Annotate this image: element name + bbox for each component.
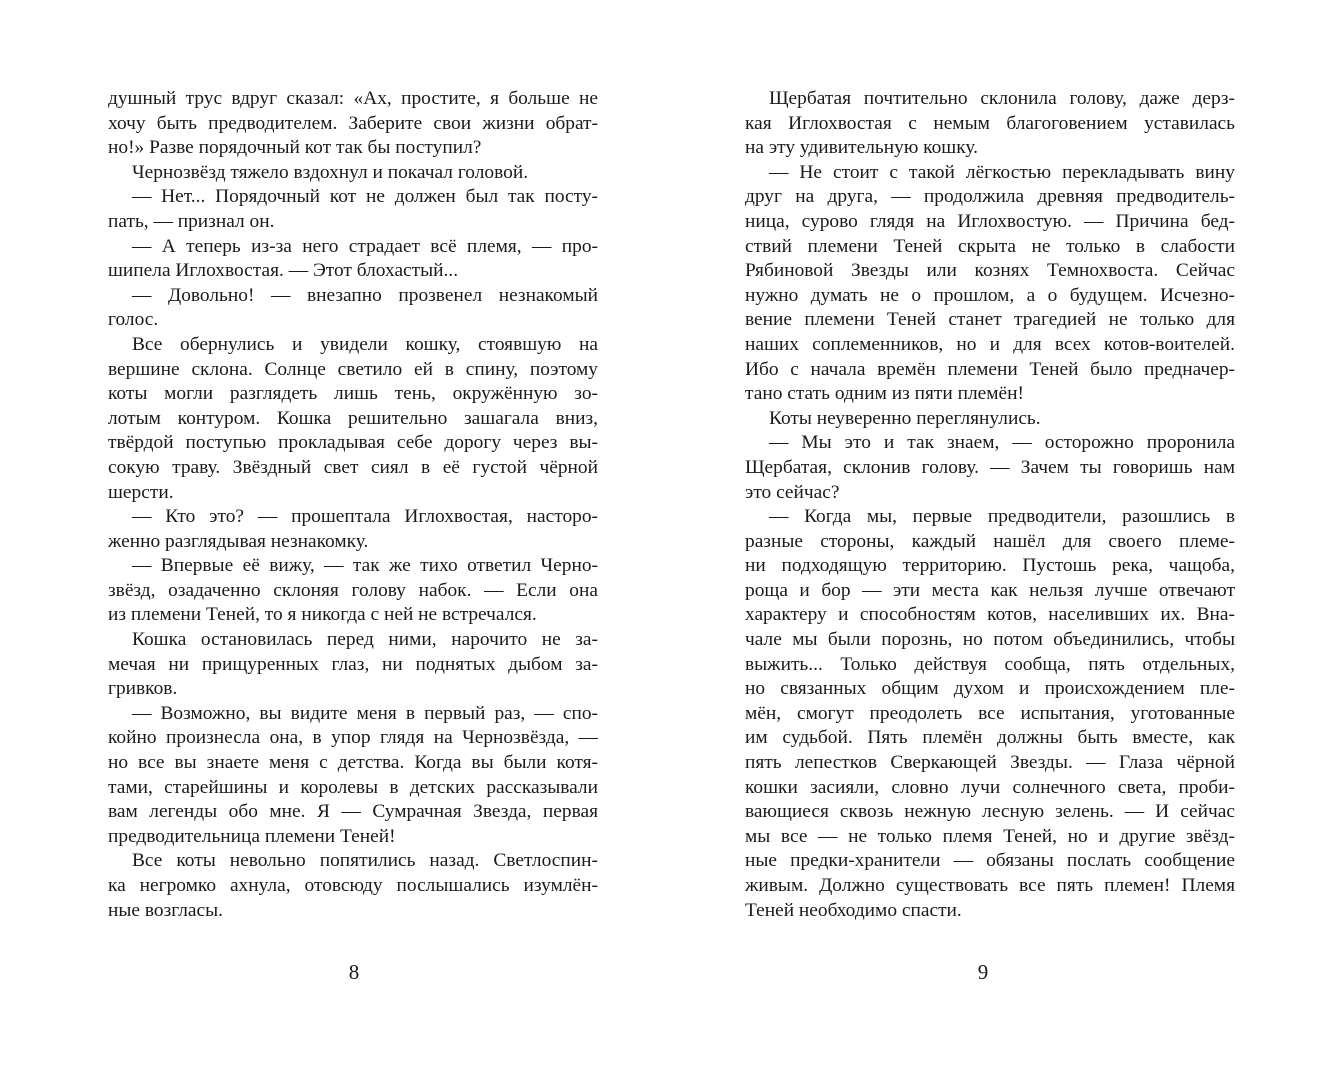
- text-line: Все обернулись и увидели кошку, стоявшую на: [132, 333, 598, 355]
- text-line: разные стороны, каждый нашёл для своего племе-: [745, 530, 1235, 552]
- text-line: Кошка остановилась перед ними, нарочито не за-: [132, 629, 598, 651]
- text-line: Ибо с начала времён племени Теней было предначер-: [745, 358, 1235, 380]
- text-line: шипела Иглохвостая. — Этот блохастый...: [108, 260, 459, 282]
- text-line: голос.: [108, 309, 159, 331]
- text-line: тано стать одним из пяти племён!: [745, 383, 1024, 405]
- text-line: Чернозвёзд тяжело вздохнул и покачал головой.: [132, 161, 529, 183]
- text-line: вение племени Теней станет трагедией не только для: [745, 309, 1235, 331]
- text-line: — Довольно! — внезапно прозвенел незнакомый: [132, 284, 598, 306]
- text-line: нужно думать не о прошлом, а о будущем. Исчезно-: [745, 284, 1235, 306]
- text-line: кошки засияли, словно лучи солнечного света, проби-: [745, 776, 1235, 798]
- text-line: ствий племени Теней скрыта не только в слабости: [745, 235, 1235, 257]
- text-line: Щербатая почтительно склонила голову, даже дерз-: [769, 88, 1235, 109]
- text-line: мечая ни прищуренных глаз, ни поднятых дыбом за-: [108, 653, 598, 675]
- text-line: роща и бор — эти места как нельзя лучше отвечают: [745, 579, 1235, 601]
- text-line: друг на друга, — продолжила древняя предводитель-: [745, 186, 1235, 208]
- text-line: вершине склона. Солнце светило ей в спину, поэтому: [108, 358, 598, 380]
- text-line: им судьбой. Пять племён должны быть вместе, как: [745, 727, 1235, 749]
- text-line: — Когда мы, первые предводители, разошлись в: [769, 506, 1235, 528]
- left-page-text: [108, 87, 598, 923]
- text-line: Коты неуверенно переглянулись.: [769, 407, 1041, 429]
- text-line: вам легенды обо мне. Я — Сумрачная Звезда, первая: [108, 801, 598, 823]
- right-page-text: [745, 87, 1235, 923]
- text-line: гривков.: [108, 678, 178, 700]
- text-line: твёрдой поступью прокладывая себе дорогу через вы-: [108, 432, 598, 454]
- text-line: койно произнесла она, в упор глядя на Чернозвёзда, —: [108, 727, 598, 749]
- text-line: предводительница племени Теней!: [108, 825, 396, 847]
- text-line: коты могли разглядеть лишь тень, окружённую зо-: [108, 383, 598, 405]
- text-line: — А теперь из-за него страдает всё племя, — про-: [132, 235, 598, 257]
- text-line: — Не стоит с такой лёгкостью перекладывать вину: [769, 161, 1235, 183]
- text-line: но!» Разве порядочный кот так бы поступил?: [108, 137, 482, 159]
- text-line: лотым контуром. Кошка решительно зашагала вниз,: [108, 407, 598, 429]
- right-page-number: 9: [977, 960, 989, 984]
- text-line: ные предки-хранители — обязаны послать сообщение: [745, 850, 1235, 872]
- text-line: ные возгласы.: [108, 899, 223, 921]
- text-line: характеру и способностям котов, населивших их. Вна-: [745, 604, 1235, 626]
- text-line: сокую траву. Звёздный свет сиял в её густой чёрной: [108, 456, 598, 478]
- text-line: кая Иглохвостая с немым благоговением уставилась: [745, 112, 1235, 134]
- text-line: мён, смогут преодолеть все испытания, уготованные: [745, 702, 1235, 724]
- text-line: шерсти.: [108, 481, 174, 503]
- text-line: хочу быть предводителем. Заберите свои жизни обрат-: [108, 112, 598, 134]
- text-line: — Впервые её вижу, — так же тихо ответил Черно-: [132, 555, 598, 577]
- text-line: Теней необходимо спасти.: [745, 899, 962, 921]
- text-line: это сейчас?: [745, 481, 840, 503]
- text-line: Рябиновой Звезды или кознях Темнохвоста. Сейчас: [745, 260, 1235, 282]
- text-line: тами, старейшины и королевы в детских рассказывали: [108, 776, 598, 798]
- text-line: но все вы знаете меня с детства. Когда вы были котя-: [108, 752, 598, 774]
- left-page-number: 8: [348, 960, 360, 984]
- text-line: женно разглядывая незнакомку.: [108, 530, 369, 552]
- text-line: — Возможно, вы видите меня в первый раз, — спо-: [132, 702, 598, 724]
- text-line: — Мы это и так знаем, — осторожно проронила: [769, 432, 1235, 454]
- text-line: на эту удивительную кошку.: [745, 137, 978, 159]
- text-line: наших соплеменников, но и для всех котов-воителей.: [745, 333, 1235, 355]
- text-line: ни подходящую территорию. Пустошь река, чащоба,: [745, 555, 1235, 577]
- text-line: пать, — признал он.: [108, 210, 275, 232]
- text-line: Все коты невольно попятились назад. Светлоспин-: [132, 850, 598, 872]
- text-line: из племени Теней, то я никогда с ней не встречался.: [108, 604, 537, 626]
- text-line: звёзд, озадаченно склоняя голову набок. — Если она: [108, 579, 598, 601]
- text-line: но связанных общим духом и происхождением пле-: [745, 678, 1235, 700]
- text-line: ка негромко ахнула, отовсюду послышались изумлён-: [108, 875, 598, 896]
- text-line: — Кто это? — прошептала Иглохвостая, насторо-: [132, 506, 598, 528]
- text-line: — Нет... Порядочный кот не должен был так посту-: [132, 186, 598, 208]
- text-line: выжить... Только действуя сообща, пять отдельных,: [745, 653, 1235, 675]
- text-line: мы все — не только племя Теней, но и другие звёзд-: [745, 825, 1235, 847]
- text-line: пять лепестков Сверкающей Звезды. — Глаза чёрной: [745, 752, 1235, 774]
- text-line: живым. Должно существовать все пять племен! Племя: [745, 875, 1235, 896]
- text-line: вающиеся сквозь нежную лесную зелень. — И сейчас: [745, 801, 1235, 823]
- text-line: чале мы были порознь, но потом объединились, чтобы: [745, 629, 1235, 651]
- text-line: Щербатая, склонив голову. — Зачем ты говоришь нам: [745, 456, 1235, 478]
- text-line: ница, сурово глядя на Иглохвостую. — Причина бед-: [745, 210, 1235, 232]
- text-line: душный трус вдруг сказал: «Ах, простите, я больше не: [108, 88, 598, 109]
